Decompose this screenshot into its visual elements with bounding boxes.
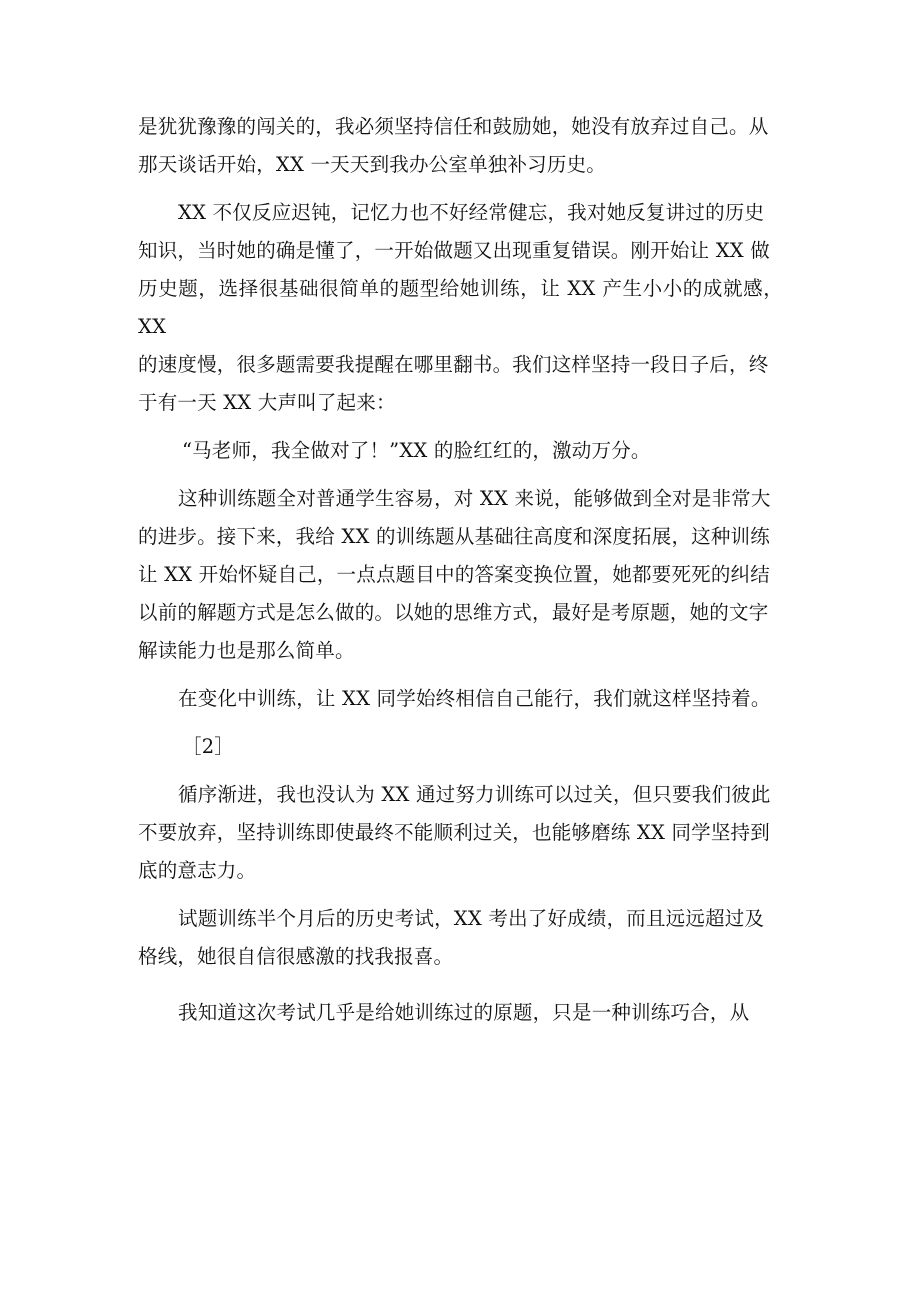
text-line: 的进步。接下来，我给 XX 的训练题从基础往高度和深度拓展，这种训练 bbox=[138, 525, 770, 548]
text-line: 历史题，选择很基础很简单的题型给她训练，让 XX 产生小小的成就感，XX bbox=[138, 277, 783, 338]
text-line: 让 XX 开始怀疑自己，一点点题目中的答案变换位置，她都要死死的纠结 bbox=[138, 563, 770, 586]
paragraph-4 bbox=[138, 680, 783, 718]
text-line: “马老师，我全做对了！”XX 的脸红红的，激动万分。 bbox=[182, 439, 651, 462]
text-line: 以前的解题方式是怎么做的。以她的思维方式，最好是考原题，她的文字 bbox=[138, 601, 769, 624]
text-line: 是犹犹豫豫的闯关的，我必须坚持信任和鼓励她，她没有放弃过自己。从 bbox=[138, 115, 769, 138]
text-line: 循序渐进，我也没认为 XX 通过努力训练可以过关，但只要我们彼此 bbox=[178, 783, 771, 806]
paragraph-3 bbox=[138, 480, 783, 670]
paragraph-7 bbox=[138, 994, 783, 1032]
text-line: 格线，她很自信很感激的找我报喜。 bbox=[138, 945, 454, 968]
paragraph-1 bbox=[138, 108, 783, 184]
text-line: 的速度慢，很多题需要我提醒在哪里翻书。我们这样坚持一段日子后，终 bbox=[138, 353, 769, 376]
paragraph-quote bbox=[138, 432, 783, 470]
text-line: 解读能力也是那么简单。 bbox=[138, 639, 355, 662]
section-reference bbox=[138, 728, 783, 766]
text-line: XX 不仅反应迟钝，记忆力也不好经常健忘，我对她反复讲过的历史 bbox=[178, 201, 765, 224]
text-line: 我知道这次考试几乎是给她训练过的原题，只是一种训练巧合，从 bbox=[178, 1001, 750, 1024]
text-line: 在变化中训练，让 XX 同学始终相信自己能行，我们就这样坚持着。 bbox=[178, 687, 771, 710]
paragraph-2 bbox=[138, 194, 783, 422]
paragraph-5 bbox=[138, 776, 783, 890]
text-line: 试题训练半个月后的历史考试，XX 考出了好成绩，而且远远超过及 bbox=[178, 907, 765, 930]
text-line: 底的意志力。 bbox=[138, 859, 257, 882]
text-line: 知识，当时她的确是懂了，一开始做题又出现重复错误。刚开始让 XX 做 bbox=[138, 239, 770, 262]
document-body bbox=[138, 108, 783, 1032]
text-line: 于有一天 XX 大声叫了起来： bbox=[138, 391, 396, 414]
paragraph-6 bbox=[138, 900, 783, 976]
reference-label: ［2］ bbox=[182, 735, 235, 758]
text-line: 那天谈话开始，XX 一天天到我办公室单独补习历史。 bbox=[138, 153, 606, 176]
text-line: 不要放弃，坚持训练即使最终不能顺利过关，也能够磨练 XX 同学坚持到 bbox=[138, 821, 770, 844]
text-line: 这种训练题全对普通学生容易，对 XX 来说，能够做到全对是非常大 bbox=[178, 487, 771, 510]
